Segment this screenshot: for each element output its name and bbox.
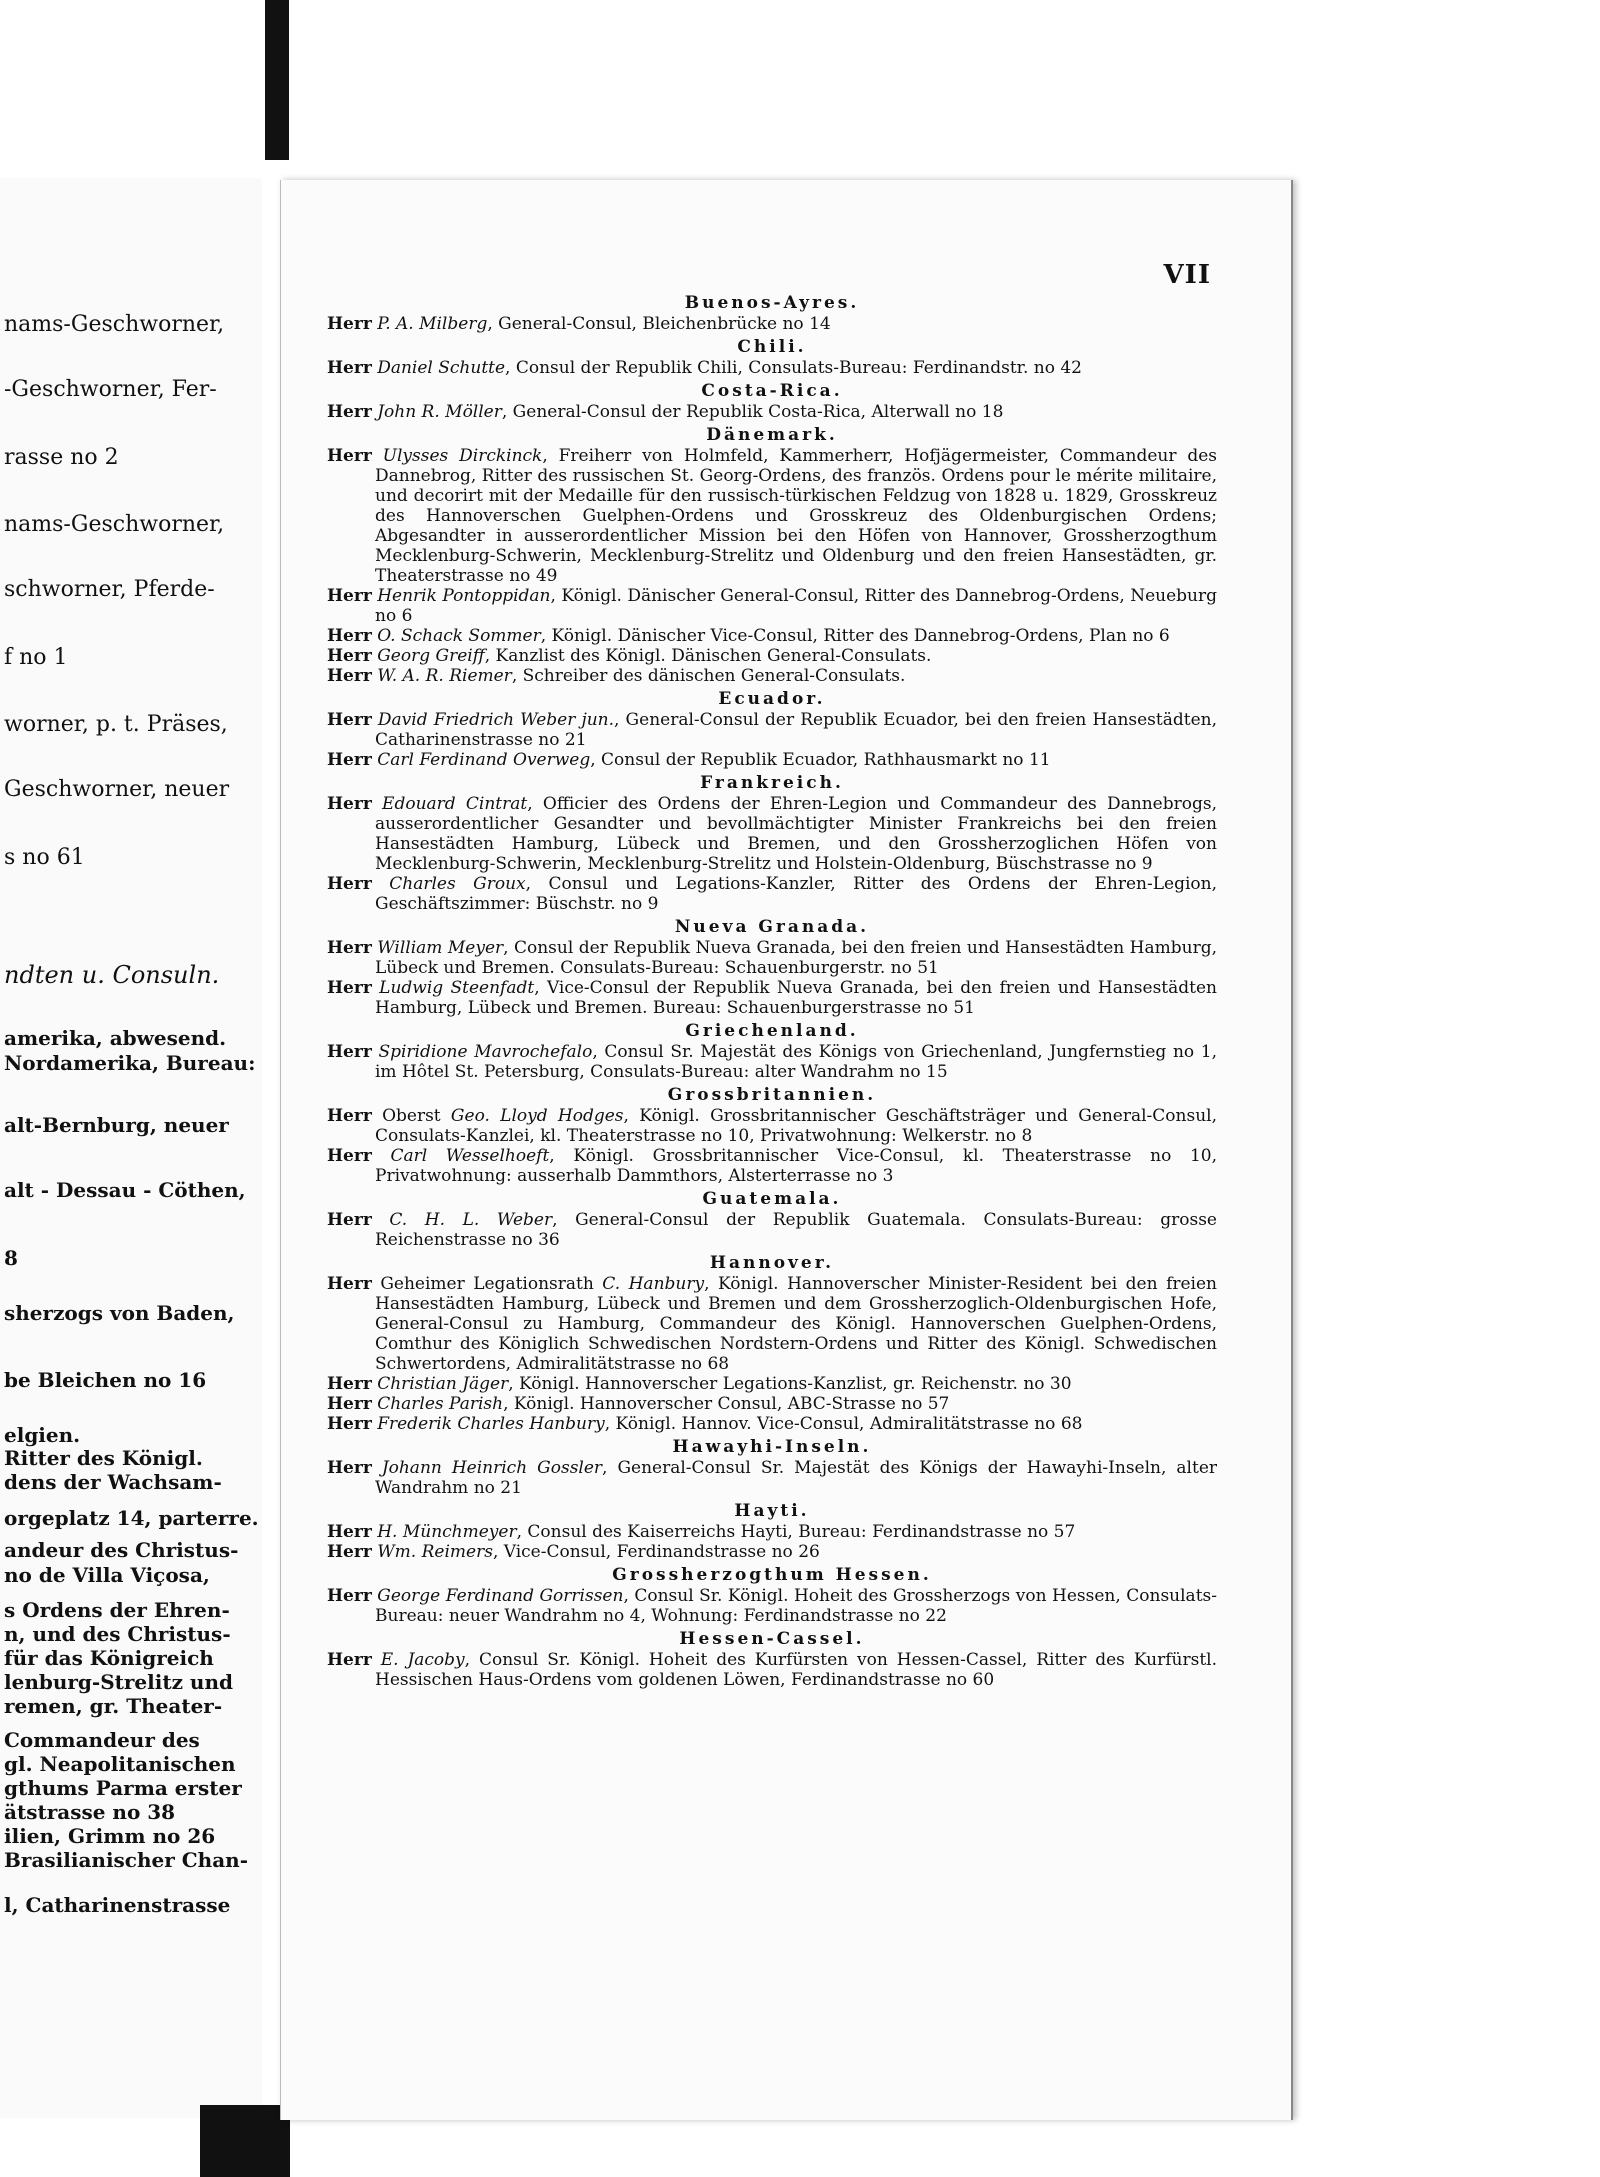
consul-entry — [327, 646, 1217, 666]
entry-name: William Meyer — [377, 938, 504, 958]
consul-entry — [327, 938, 1217, 978]
entry-name: George Ferdinand Gorrissen — [377, 1586, 624, 1606]
left-page-line: sherzogs von Baden, — [4, 1301, 235, 1325]
entry-title: Herr — [327, 1414, 372, 1434]
entry-name: Daniel Schutte — [377, 358, 506, 378]
consul-entry — [327, 978, 1217, 1018]
left-page-line: Commandeur des — [4, 1728, 200, 1752]
left-page-line: Ritter des Königl. — [4, 1446, 203, 1470]
consul-entry — [327, 402, 1217, 422]
entry-title: Herr — [327, 314, 372, 334]
section-heading: Hessen-Cassel. — [679, 1629, 865, 1649]
entry-title: Herr — [327, 1042, 372, 1062]
consul-entry — [327, 666, 1217, 686]
consul-entry — [327, 710, 1217, 750]
section-heading: Buenos-Ayres. — [684, 293, 860, 313]
left-page-line: no de Villa Viçosa, — [4, 1563, 210, 1587]
entry-name: Henrik Pontoppidan — [377, 586, 551, 606]
entry-details: , Freiherr von Holmfeld, Kammerherr, Hofjägermeister, Commandeur des Dannebrog, Ritter des russischen St. Georg-Ordens, des französ. Ordens pour le mérite militaire, und decorirt mit der Medaille für den russisch-türkischen Feldzug von 1828 u. 1829, Grosskreuz des Hannoverschen Guelphen-Ordens und Grosskreuz des Oldenburgischen Ordens; Abgesandter in ausserordentlicher Mission bei den Höfen von Hannover, Grossherzogthum Mecklenburg-Schwerin, Mecklenburg-Strelitz und Oldenburg und den freien Hansestädten, gr. Theaterstrasse no 49 — [375, 446, 1217, 586]
entry-details: , General-Consul, Bleichenbrücke no 14 — [487, 314, 831, 334]
right-page — [280, 180, 1293, 2120]
left-page-line: s no 61 — [4, 846, 85, 870]
left-page-line: alt-Bernburg, neuer — [4, 1113, 229, 1137]
left-page-line: andeur des Christus- — [4, 1538, 239, 1562]
left-page-line: be Bleichen no 16 — [4, 1368, 207, 1392]
section-heading: Grossbritannien. — [667, 1085, 877, 1105]
section-heading: Hayti. — [734, 1501, 810, 1521]
consul-entry — [327, 586, 1217, 626]
entry-details: , Consul Sr. Königl. Hoheit des Kurfürsten von Hessen-Cassel, Ritter des Kurfürstl. Hessischen Haus-Ordens vom goldenen Löwen, Ferdinandstrasse no 60 — [375, 1650, 1217, 1690]
left-page-line: nams-Geschworner, — [4, 313, 225, 337]
entry-title: Herr — [327, 710, 372, 730]
entry-details: , Königl. Grossbritannischer Geschäftsträger und General-Consul, Consulats-Kanzlei, kl. Theaterstrasse no 10, Privatwohnung: Welkerstr. no 8 — [375, 1106, 1217, 1146]
consul-entry — [327, 1650, 1217, 1690]
entry-title: Herr — [327, 1146, 372, 1166]
left-page-line: -Geschworner, Fer- — [4, 378, 217, 402]
entry-name: P. A. Milberg — [377, 314, 488, 334]
left-page-line: dens der Wachsam- — [4, 1470, 222, 1494]
entry-title: Herr — [327, 646, 372, 666]
entry-name: W. A. R. Riemer — [377, 666, 512, 686]
entry-name: Geo. Lloyd Hodges — [450, 1106, 624, 1126]
entry-title: Herr — [327, 1374, 372, 1394]
entry-title: Herr — [327, 1586, 372, 1606]
entry-details: , Königl. Grossbritannischer Vice-Consul, kl. Theaterstrasse no 10, Privatwohnung: ausserhalb Dammthors, Alsterterrasse no 3 — [375, 1146, 1217, 1186]
left-page-line: gthums Parma erster — [4, 1776, 242, 1800]
consul-entry — [327, 1522, 1217, 1542]
scan-edge-bar-bottom — [200, 2105, 290, 2177]
entry-title: Herr — [327, 1106, 372, 1126]
entry-details: , Consul des Kaiserreichs Hayti, Bureau: Ferdinandstrasse no 57 — [516, 1522, 1076, 1542]
entry-name: Spiridione Mavrochefalo — [378, 1042, 593, 1062]
entry-title: Herr — [327, 402, 372, 422]
left-page-line: gl. Neapolitanischen — [4, 1752, 236, 1776]
entry-name: Ludwig Steenfadt — [379, 978, 535, 998]
entry-details: , Königl. Hannoverscher Minister-Resident bei den freien Hansestädten Hamburg, Lübeck und Bremen und dem Grossherzoglich-Oldenburgischen Hofe, General-Consul zu Hamburg, Commandeur des Königl. Hannoverschen Guelphen-Ordens, Comthur des Königlich Schwedischen Nordstern-Ordens und Ritter des Königl. Schwedischen Schwertordens, Admiralitätstrasse no 68 — [375, 1274, 1217, 1374]
consul-entry — [327, 1542, 1217, 1562]
section-heading: Hawayhi-Inseln. — [672, 1437, 872, 1457]
entry-name: Charles Parish — [377, 1394, 504, 1414]
entry-details: , General-Consul der Republik Ecuador, bei den freien Hansestädten, Catharinenstrasse no 21 — [375, 710, 1218, 750]
section-heading: Guatemala. — [702, 1189, 842, 1209]
entry-name: Johann Heinrich Gossler — [381, 1458, 603, 1478]
entry-name: David Friedrich Weber jun. — [377, 710, 615, 730]
section-heading: Chili. — [737, 337, 807, 357]
section-heading: Dänemark. — [706, 425, 838, 445]
entry-details: , Consul der Republik Ecuador, Rathhausmarkt no 11 — [590, 750, 1051, 770]
entry-title: Herr — [327, 1458, 372, 1478]
section-heading: Costa-Rica. — [701, 381, 843, 401]
entry-details: , General-Consul der Republik Guatemala. Consulats-Bureau: grosse Reichenstrasse no 36 — [375, 1210, 1217, 1250]
entry-title: Herr — [327, 978, 372, 998]
entry-name: Charles Groux — [389, 874, 526, 894]
consul-entry — [327, 1146, 1217, 1186]
entry-details: , Schreiber des dänischen General-Consulats. — [511, 666, 906, 686]
consul-entry — [327, 1274, 1217, 1374]
entry-name: Carl Wesselhoeft — [390, 1146, 550, 1166]
left-page-line: l, Catharinenstrasse — [4, 1893, 231, 1917]
entry-title: Herr — [327, 1542, 372, 1562]
entry-details: , General-Consul Sr. Majestät des Königs der Hawayhi-Inseln, alter Wandrahm no 21 — [375, 1458, 1218, 1498]
entry-details: , Königl. Hannoverscher Consul, ABC-Strasse no 57 — [503, 1394, 950, 1414]
left-page-line: Brasilianischer Chan- — [4, 1848, 249, 1872]
consul-entry — [327, 1106, 1217, 1146]
consul-entry — [327, 358, 1217, 378]
entry-name: John R. Möller — [377, 402, 502, 422]
consul-entry — [327, 1414, 1217, 1434]
entry-name: Ulysses Dirckinck — [382, 446, 543, 466]
left-page-line: n, und des Christus- — [4, 1622, 231, 1646]
section-heading: Griechenland. — [685, 1021, 859, 1041]
consul-entry — [327, 874, 1217, 914]
left-page-line: Geschworner, neuer — [4, 778, 230, 802]
entry-title: Herr — [327, 1274, 372, 1294]
left-page-line: nams-Geschworner, — [4, 513, 225, 537]
consul-entry — [327, 314, 1217, 334]
entry-title: Herr — [327, 938, 372, 958]
entry-title: Herr — [327, 1650, 372, 1670]
consul-entry — [327, 1586, 1217, 1626]
consul-entry — [327, 1042, 1217, 1082]
entry-details: , Consul Sr. Königl. Hoheit des Grossherzogs von Hessen, Consulats-Bureau: neuer Wandrahm no 4, Wohnung: Ferdinandstrasse no 22 — [375, 1586, 1217, 1626]
entry-title: Herr — [327, 626, 372, 646]
left-page-line: lenburg-Strelitz und — [4, 1670, 233, 1694]
entry-title: Herr — [327, 586, 372, 606]
entry-rank: Oberst — [382, 1106, 451, 1126]
left-page-line: ätstrasse no 38 — [4, 1800, 176, 1824]
left-page-line: s Ordens der Ehren- — [4, 1598, 230, 1622]
left-page-line: 8 — [4, 1246, 18, 1270]
left-page-line: alt - Dessau - Cöthen, — [4, 1178, 246, 1202]
section-heading: Grossherzogthum Hessen. — [612, 1565, 932, 1585]
entry-title: Herr — [327, 1210, 372, 1230]
entry-name: Edouard Cintrat — [382, 794, 528, 814]
entry-details: , Vice-Consul der Republik Nueva Granada, bei den freien und Hansestädten Hamburg, Lübeck und Bremen. Bureau: Schauenburgerstrasse no 51 — [375, 978, 1217, 1018]
entry-name: Christian Jäger — [377, 1374, 509, 1394]
left-page-line: schworner, Pferde- — [4, 578, 215, 602]
left-page-line: elgien. — [4, 1423, 81, 1447]
entry-title: Herr — [327, 794, 372, 814]
consul-entry — [327, 794, 1217, 874]
entry-details: , Königl. Hannov. Vice-Consul, Admiralitätstrasse no 68 — [604, 1414, 1083, 1434]
entry-details: , Consul Sr. Majestät des Königs von Griechenland, Jungfernstieg no 1, im Hôtel St. Petersburg, Consulats-Bureau: alter Wandrahm no 15 — [375, 1042, 1218, 1082]
section-heading: Frankreich. — [700, 773, 844, 793]
left-page-line: worner, p. t. Präses, — [4, 713, 228, 737]
entry-details: , Königl. Dänischer General-Consul, Ritter des Dannebrog-Ordens, Neueburg no 6 — [375, 586, 1217, 626]
consul-entry — [327, 446, 1217, 586]
entry-name: Frederik Charles Hanbury — [377, 1414, 605, 1434]
left-page-line: orgeplatz 14, parterre. — [4, 1506, 259, 1530]
left-page-line: ilien, Grimm no 26 — [4, 1824, 216, 1848]
section-heading: Nueva Granada. — [674, 917, 870, 937]
entry-name: C. H. L. Weber — [389, 1210, 553, 1230]
left-page-line: remen, gr. Theater- — [4, 1694, 223, 1718]
entry-title: Herr — [327, 1522, 372, 1542]
entry-details: , Consul der Republik Chili, Consulats-Bureau: Ferdinandstr. no 42 — [505, 358, 1082, 378]
entry-title: Herr — [327, 750, 372, 770]
entry-details: , Königl. Dänischer Vice-Consul, Ritter des Dannebrog-Ordens, Plan no 6 — [540, 626, 1170, 646]
left-page — [0, 178, 264, 2118]
left-page-line: f no 1 — [4, 646, 68, 670]
entry-details: , Officier des Ordens der Ehren-Legion und Commandeur des Dannebrogs, ausserordentlicher Gesandter und bevollmächtigter Minister Frankreichs bei den freien Hansestädten Hamburg, Lübeck und Bremen, und den Grossherzoglichen Höfen von Mecklenburg-Schwerin, Mecklenburg-Strelitz und Holstein-Oldenburg, Büschstrasse no 9 — [375, 794, 1217, 874]
entry-details: , General-Consul der Republik Costa-Rica, Alterwall no 18 — [501, 402, 1004, 422]
consul-entry — [327, 1458, 1217, 1498]
entry-title: Herr — [327, 446, 372, 466]
entry-title: Herr — [327, 358, 372, 378]
entry-title: Herr — [327, 666, 372, 686]
entry-name: O. Schack Sommer — [377, 626, 541, 646]
entry-details: , Kanzlist des Königl. Dänischen General-Consulats. — [484, 646, 932, 666]
entry-title: Herr — [327, 874, 372, 894]
entry-title: Herr — [327, 1394, 372, 1414]
entry-name: Georg Greiff — [377, 646, 485, 666]
entry-rank: Geheimer Legationsrath — [380, 1274, 603, 1294]
consul-entry — [327, 626, 1217, 646]
consul-entry — [327, 1394, 1217, 1414]
left-page-line: amerika, abwesend. — [4, 1026, 227, 1050]
entry-details: , Vice-Consul, Ferdinandstrasse no 26 — [492, 1542, 820, 1562]
left-page-line: rasse no 2 — [4, 446, 119, 470]
left-page-line: für das Königreich — [4, 1646, 214, 1670]
entry-name: Carl Ferdinand Overweg — [377, 750, 591, 770]
left-page-line: Nordamerika, Bureau: — [4, 1051, 256, 1075]
page-number: VII — [1163, 260, 1211, 290]
consul-entry — [327, 1210, 1217, 1250]
entry-name: E. Jacoby — [380, 1650, 465, 1670]
consul-directory — [327, 290, 1217, 1690]
entry-name: Wm. Reimers — [377, 1542, 493, 1562]
entry-details: , Consul der Republik Nueva Granada, bei den freien und Hansestädten Hamburg, Lübeck und Bremen. Consulats-Bureau: Schauenburgerstr. no 51 — [375, 938, 1217, 978]
left-page-line: ndten u. Consuln. — [4, 963, 220, 987]
entry-details: , Consul und Legations-Kanzler, Ritter des Ordens der Ehren-Legion, Geschäftszimmer: Büschstr. no 9 — [375, 874, 1218, 914]
book-gutter — [262, 0, 280, 2177]
consul-entry — [327, 1374, 1217, 1394]
section-heading: Hannover. — [709, 1253, 835, 1273]
entry-name: H. Münchmeyer — [377, 1522, 517, 1542]
section-heading: Ecuador. — [718, 689, 826, 709]
consul-entry — [327, 750, 1217, 770]
scan-edge-bar-top — [265, 0, 289, 160]
entry-details: , Königl. Hannoverscher Legations-Kanzlist, gr. Reichenstr. no 30 — [508, 1374, 1072, 1394]
entry-name: C. Hanbury — [602, 1274, 705, 1294]
